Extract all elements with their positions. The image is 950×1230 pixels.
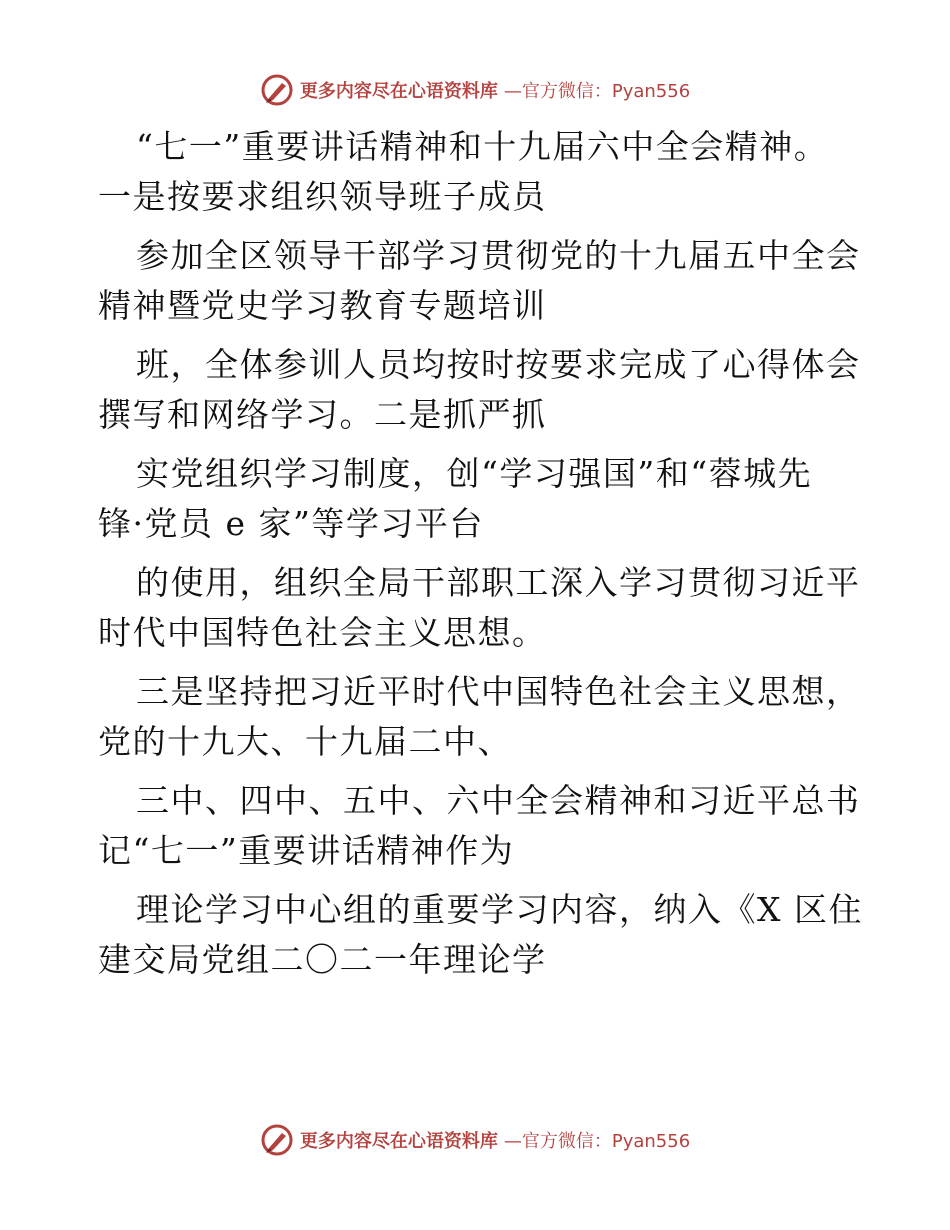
text-line: 一是按要求组织领导班子成员 — [98, 177, 547, 216]
header-main-text: 更多内容尽在心语资料库 — [299, 81, 498, 102]
text-line: 的使用，组织全局干部职工深入学习贯彻习近平 — [136, 563, 861, 602]
text-line: 参加全区领导干部学习贯彻党的十九届五中全会 — [136, 236, 861, 275]
header-banner — [0, 70, 950, 110]
text-line: 党的十九大、十九届二中、 — [98, 722, 512, 761]
pen-circle-icon — [260, 73, 294, 107]
footer-main-text: 更多内容尽在心语资料库 — [299, 1131, 498, 1152]
text-line: 建交局党组二〇二一年理论学 — [98, 940, 547, 979]
text-line: 班，全体参训人员均按时按要求完成了心得体会 — [136, 345, 861, 384]
text-line: 实党组织学习制度，创“学习强国”和“蓉城先 — [136, 454, 813, 493]
text-line: 三中、四中、五中、六中全会精神和习近平总书 — [136, 781, 861, 820]
text-line: 精神暨党史学习教育专题培训 — [98, 286, 547, 325]
header-sub-text: —官方微信：Pyan556 — [503, 81, 691, 102]
footer-sub-text: —官方微信：Pyan556 — [503, 1131, 691, 1152]
text-line: “七一”重要讲话精神和十九届六中全会精神。 — [136, 127, 829, 166]
text-line: 理论学习中心组的重要学习内容，纳入《X 区住 — [136, 890, 863, 929]
text-line: 记“七一”重要讲话精神作为 — [98, 831, 515, 870]
text-line: 锋·党员 e 家”等学习平台 — [98, 504, 484, 543]
text-line: 三是坚持把习近平时代中国特色社会主义思想， — [136, 672, 861, 711]
text-line: 时代中国特色社会主义思想。 — [98, 613, 547, 652]
footer-banner — [0, 1120, 950, 1160]
pen-circle-icon — [260, 1123, 294, 1157]
text-line: 撰写和网络学习。二是抓严抓 — [98, 395, 547, 434]
document-body — [98, 122, 863, 985]
